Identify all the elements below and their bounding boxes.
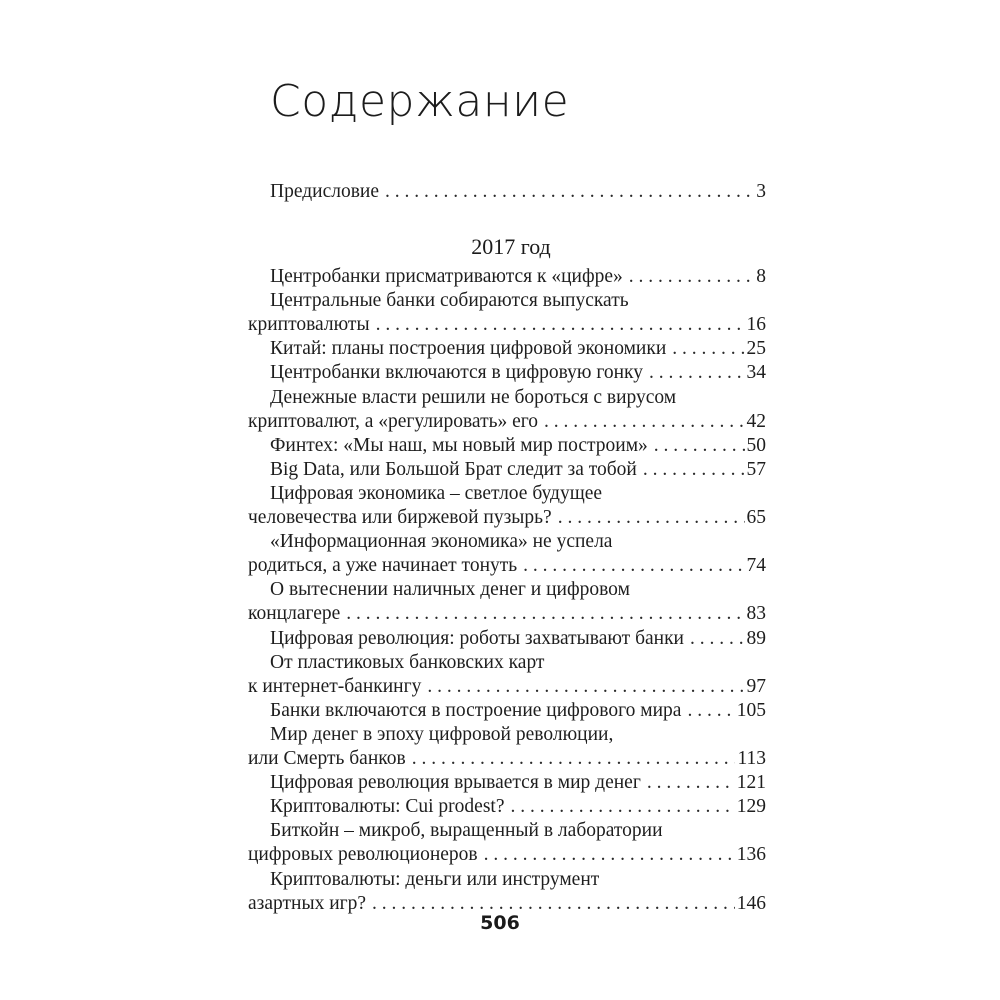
toc-entry-text: О вытеснении наличных денег и цифровом [270, 579, 630, 601]
toc-page-number: 57 [746, 458, 766, 480]
page-title: Содержание [270, 76, 570, 127]
toc-page-number: 83 [746, 603, 766, 625]
toc-entry-text: Криптовалюты: Cui prodest? [270, 796, 505, 818]
toc-entry-text: Финтех: «Мы наш, мы новый мир построим» [270, 434, 648, 456]
toc-entry-text: азартных игр? [248, 892, 367, 914]
toc-entry-text: Банки включаются в построение цифрового мира [270, 699, 682, 721]
toc-entry-text: Китай: планы построения цифровой экономики [270, 338, 667, 360]
toc-entry-text: Центробанки включаются в цифровую гонку [270, 362, 643, 384]
toc-page-number: 34 [746, 362, 766, 384]
toc-page-number: 65 [746, 507, 766, 528]
toc-page-number: 16 [746, 314, 766, 336]
toc-page-number: 136 [736, 844, 766, 866]
toc-page-number: 50 [746, 434, 766, 456]
toc-page-number: 42 [746, 410, 766, 432]
toc-entry-text: или Смерть банков [248, 748, 406, 769]
toc-entry-text: криптовалюты [248, 314, 370, 336]
toc-entry-text: Предисловие [270, 181, 380, 202]
toc-page-number: 89 [746, 627, 766, 649]
toc-page-number: 8 [756, 266, 766, 287]
page-number: 506 [480, 912, 520, 934]
toc-entry-text: Цифровая революция: роботы захватывают банки [270, 627, 684, 649]
toc-entry-text: «Информационная экономика» не успела [270, 531, 613, 553]
toc-entry-text: От пластиковых банковских карт [270, 651, 545, 673]
toc-entry-text: концлагере [248, 603, 341, 625]
toc-entry-text: к интернет-банкингу [248, 675, 422, 697]
toc-page-number: 105 [736, 699, 766, 721]
toc-page-number: 3 [756, 181, 766, 202]
toc-entry-text: Мир денег в эпоху цифровой революции, [270, 723, 614, 745]
toc-entry-text: Денежные власти решили не бороться с вирусом [270, 386, 677, 408]
toc-page-number: 97 [746, 675, 766, 697]
toc-entry-text: Big Data, или Большой Брат следит за тобой [270, 458, 637, 480]
toc-page-number: 146 [736, 892, 766, 914]
toc-entry-text: Цифровая экономика – светлое будущее [270, 482, 603, 504]
toc-entry-text: цифровых революционеров [248, 844, 478, 866]
toc-page-number: 129 [736, 796, 766, 818]
toc-entry-text: родиться, а уже начинает тонуть [248, 555, 518, 577]
toc-entry-text: Криптовалюты: деньги или инструмент [270, 868, 600, 890]
toc-entry-text: Цифровая революция врывается в мир денег [270, 772, 641, 794]
toc-entry-text: криптовалют, а «регулировать» его [248, 410, 539, 432]
toc-entry-text: человечества или биржевой пузырь? [248, 507, 552, 528]
toc-entry-text: Биткойн – микроб, выращенный в лаборатории [270, 820, 663, 842]
toc-page-number: 121 [736, 772, 766, 794]
toc-page-number: 25 [746, 338, 766, 360]
section-heading: 2017 год [471, 234, 551, 259]
toc-page-number: 113 [737, 748, 766, 769]
toc-page-number: 74 [746, 555, 766, 577]
toc-entry-text: Центробанки присматриваются к «цифре» [270, 266, 623, 287]
toc-entry-text: Центральные банки собираются выпускать [270, 290, 629, 312]
